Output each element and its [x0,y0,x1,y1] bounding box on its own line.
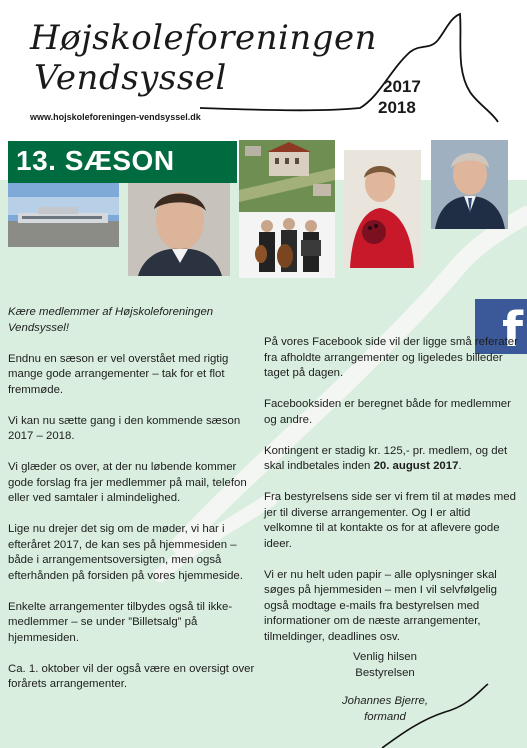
left-paragraph: Vi glæder os over, at der nu løbende kommer gode forslag fra jer medlemmer på mail, telefon eller ved samtaler i almindelighed. [8,461,247,504]
right-paragraph-facebook-audience: Facebooksiden er beregnet både for medlemmer og andre. [264,398,511,426]
right-paragraph-membership-fee [264,444,522,475]
left-paragraph: Enkelte arrangementer tilbydes også til ikke-medlemmer – se under ”Billetsalg” på hjemmesiden. [8,600,233,644]
left-paragraph: Lige nu drejer det sig om de møder, vi har i efteråret 2017, de kan ses på hjemmesiden – både i arrangementsoversigten, men også efterhånden på forsiden på vores hjemmeside. [8,523,243,582]
title-line-1: Højskoleforeningen [30,18,378,58]
season-label: 13. SÆSON [16,145,175,176]
closing-block [330,650,440,681]
letter-right-column [264,335,522,661]
signer-role: formand [364,710,406,723]
signature-block [320,694,450,725]
letter-greeting: Kære medlemmer af Højskoleforeningen Vendsyssel! [8,306,214,334]
building-aerial-photo [239,140,335,212]
fee-text: Kontingent er stadig kr. 125,- pr. medlem, og det skal indbetales inden [264,444,508,472]
year-end: 2018 [378,98,416,117]
letter-left-column [8,305,256,708]
closing-greeting: Venlig hilsen [353,651,417,663]
left-paragraph: Ca. 1. oktober vil der også være en oversigt over forårets arrangementer. [8,662,255,690]
signer-name: Johannes Bjerre, [341,695,429,707]
title-line-2: Vendsyssel [34,58,227,98]
fee-deadline: 20. august 2017 [373,460,459,472]
woman-bowling-photo [344,150,421,268]
fee-text-end: . [458,460,462,472]
right-paragraph-paperless: Vi er nu helt uden papir – alle oplysninger skal søges på hjemmesiden – men I vil selvfølgelig også modtage e-mails fra bestyrelsen med informationer om de næste arrangementer, tilmeldinger, deadlines osv. [264,568,497,643]
closing-sender: Bestyrelsen [355,666,415,679]
left-paragraph: Vi kan nu sætte gang i den kommende sæson 2017 – 2018. [8,414,241,442]
organization-title [30,18,377,98]
right-paragraph-board: Fra bestyrelsens side ser vi frem til at mødes med jer til diverse arrangementer. Og I er altid velkomne til at kontakte os for at aflevere gode ideer. [264,491,516,550]
band-photo [239,212,335,278]
year-start: 2017 [383,77,421,96]
facebook-glyph: f [502,302,523,358]
left-paragraph: Endnu en sæson er vel overstået med rigtig mange gode arrangementer – tak for et flot fremmøde. [8,352,229,396]
airport-photo [8,183,119,247]
right-paragraph-facebook: På vores Facebook side vil der ligge små referater fra afholdte arrangementer og ligeledes billeder taget på dagen. [264,336,518,379]
website-link[interactable]: www.hojskoleforeningen-vendsyssel.dk [30,112,201,122]
man-suit-photo [431,140,508,229]
man-portrait-photo [128,183,230,276]
